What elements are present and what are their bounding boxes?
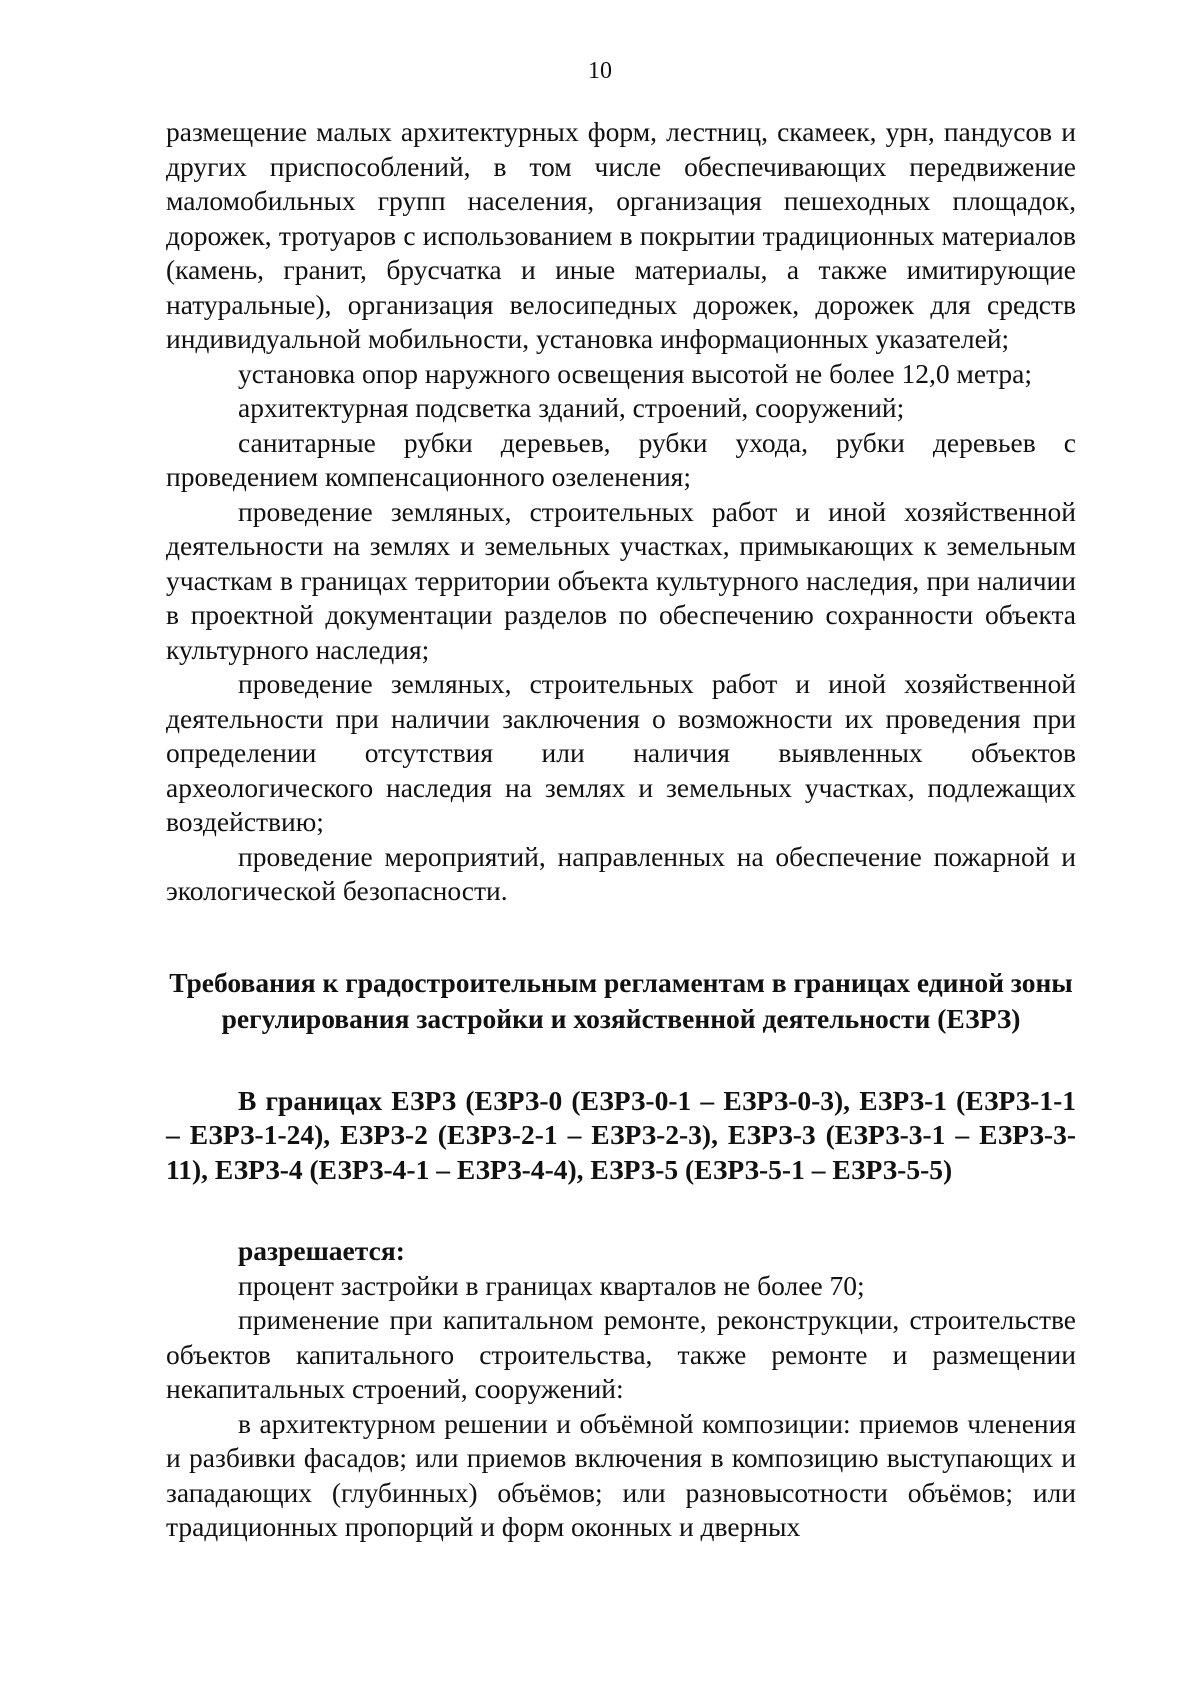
paragraph-small-forms: размещение малых архитектурных форм, лестниц, скамеек, урн, пандусов и других приспособлений, в том числе обеспечивающих передвижение маломобильных групп населения, организация пешеходных площадок, дорожек, тротуаров с использованием в покрытии традиционных материалов (камень, гранит, брусчатка и иные материалы, а также имитирующие натуральные), организация велосипедных дорожек, дорожек для средств индивидуальной мобильности, установка информационных указателей; [166, 116, 1076, 354]
section-heading: Требования к градостроительным регламентам в границах единой зоны регулирования застройки и хозяйственной деятельности (ЕЗРЗ) [169, 966, 1073, 1034]
allowed-item-application: применение при капитальном ремонте, реконструкции, строительстве объектов капитального строительства, также ремонте и размещении некапитальных строений, сооружений: [166, 1304, 1076, 1404]
allowed-label: разрешается: [238, 1235, 405, 1266]
paragraph-sanitary-felling: санитарные рубки деревьев, рубки ухода, рубки деревьев с проведением компенсационного озеленения; [166, 426, 1076, 492]
paragraph-lighting-poles: установка опор наружного освещения высотой не более 12,0 метра; [238, 357, 1033, 389]
zones-list: В границах ЕЗРЗ (ЕЗРЗ-0 (ЕЗРЗ-0-1 – ЕЗРЗ-0-3), ЕЗРЗ-1 (ЕЗРЗ-1-1 – ЕЗРЗ-1-24), ЕЗРЗ-2 (ЕЗРЗ-2-1 – ЕЗРЗ-2-3), ЕЗРЗ-3 (ЕЗРЗ-3-1 – ЕЗРЗ-3-11), ЕЗРЗ-4 (ЕЗРЗ-4-1 – ЕЗРЗ-4-4), ЕЗРЗ-5 (ЕЗРЗ-5-1 – ЕЗРЗ-5-5) [166, 1084, 1076, 1185]
paragraph-fire-safety: проведение мероприятий, направленных на обеспечение пожарной и экологической безопасности. [166, 840, 1076, 906]
paragraph-architectural-lighting: архитектурная подсветка зданий, строений, сооружений; [238, 392, 905, 423]
paragraph-earthworks-archaeology: проведение земляных, строительных работ и иной хозяйственной деятельности при наличии заключения о возможности их проведения при определении отсутствия или наличия выявленных объектов археологического наследия на землях и земельных участках, подлежащих воздействию; [166, 668, 1076, 837]
page-number: 10 [588, 58, 612, 84]
paragraph-earthworks-adjacent: проведение земляных, строительных работ и иной хозяйственной деятельности на землях и земельных участках, примыкающих к земельным участкам в границах территории объекта культурного наследия, при наличии в проектной документации разделов по обеспечению сохранности объекта культурного наследия; [166, 495, 1076, 665]
allowed-item-building-percent: процент застройки в границах кварталов не более 70; [238, 1269, 865, 1301]
allowed-item-architecture: в архитектурном решении и объёмной композиции: приемов членения и разбивки фасадов; или приемов включения в композицию выступающих и западающих (глубинных) объёмов; или разновысотности объёмов; или традиционных пропорций и форм оконных и дверных [166, 1407, 1076, 1542]
page-content [166, 115, 1076, 1545]
